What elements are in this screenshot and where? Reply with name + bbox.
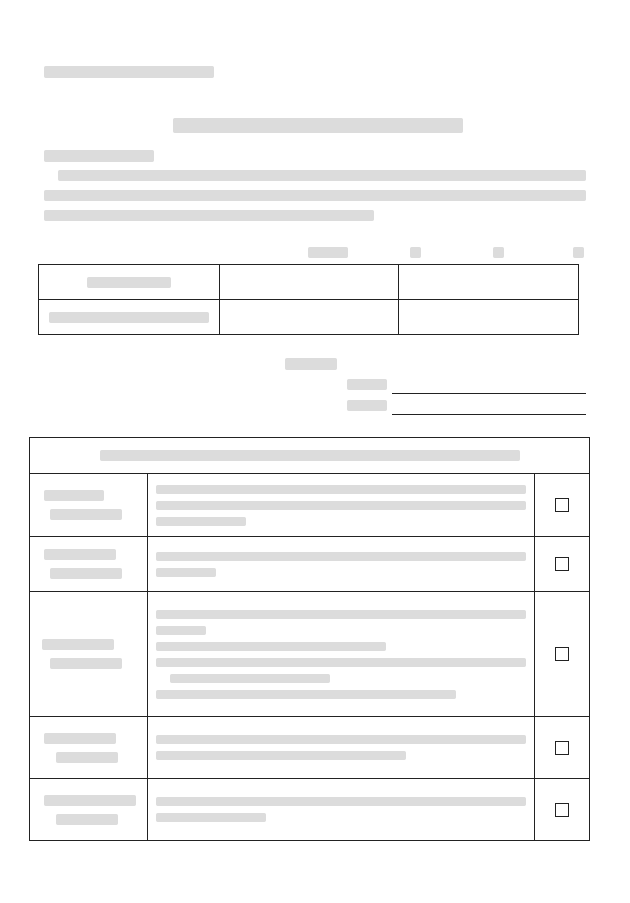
item-description-cell xyxy=(148,779,535,841)
registered-name-label-cell xyxy=(39,300,220,335)
date-year-placeholder xyxy=(410,247,421,258)
document-title-placeholder xyxy=(173,118,463,133)
item-description-cell xyxy=(148,592,535,717)
confirmation-table xyxy=(29,437,590,841)
proxy-address-label-placeholder xyxy=(347,379,387,390)
partner-2-registered-name-field[interactable] xyxy=(398,300,578,335)
item-label-cell xyxy=(30,474,148,537)
item-checkbox[interactable] xyxy=(555,741,569,755)
confirmation-header-cell xyxy=(30,438,590,474)
checkbox-cell xyxy=(535,592,590,717)
partner-1-registered-name-field[interactable] xyxy=(219,300,398,335)
name-table xyxy=(38,264,579,335)
checkbox-cell xyxy=(535,717,590,779)
item-checkbox[interactable] xyxy=(555,557,569,571)
item-label-cell xyxy=(30,779,148,841)
checkbox-cell xyxy=(535,537,590,592)
partner-1-name-field[interactable] xyxy=(219,265,398,300)
date-day-placeholder xyxy=(573,247,584,258)
item-checkbox[interactable] xyxy=(555,647,569,661)
item-checkbox[interactable] xyxy=(555,498,569,512)
item-label-cell xyxy=(30,592,148,717)
checkbox-cell xyxy=(535,779,590,841)
item-description-cell xyxy=(148,474,535,537)
table-row xyxy=(30,474,590,537)
declaration-paragraph xyxy=(44,170,586,221)
proxy-label-placeholder xyxy=(285,358,337,370)
submission-date-label-placeholder xyxy=(308,247,348,258)
proxy-name-field[interactable] xyxy=(392,413,586,415)
item-label-cell xyxy=(30,717,148,779)
table-row xyxy=(30,779,590,841)
proxy-address-field[interactable] xyxy=(392,392,586,394)
submission-date-row xyxy=(300,246,585,260)
checkbox-cell xyxy=(535,474,590,537)
addressee-placeholder xyxy=(44,150,154,162)
item-label-cell xyxy=(30,537,148,592)
table-row xyxy=(30,592,590,717)
item-checkbox[interactable] xyxy=(555,803,569,817)
table-row xyxy=(30,537,590,592)
table-row xyxy=(30,717,590,779)
item-description-cell xyxy=(148,537,535,592)
name-label-cell xyxy=(39,265,220,300)
date-month-placeholder xyxy=(493,247,504,258)
partner-2-name-field[interactable] xyxy=(398,265,578,300)
form-number-placeholder xyxy=(44,66,214,78)
item-description-cell xyxy=(148,717,535,779)
proxy-name-label-placeholder xyxy=(347,400,387,411)
